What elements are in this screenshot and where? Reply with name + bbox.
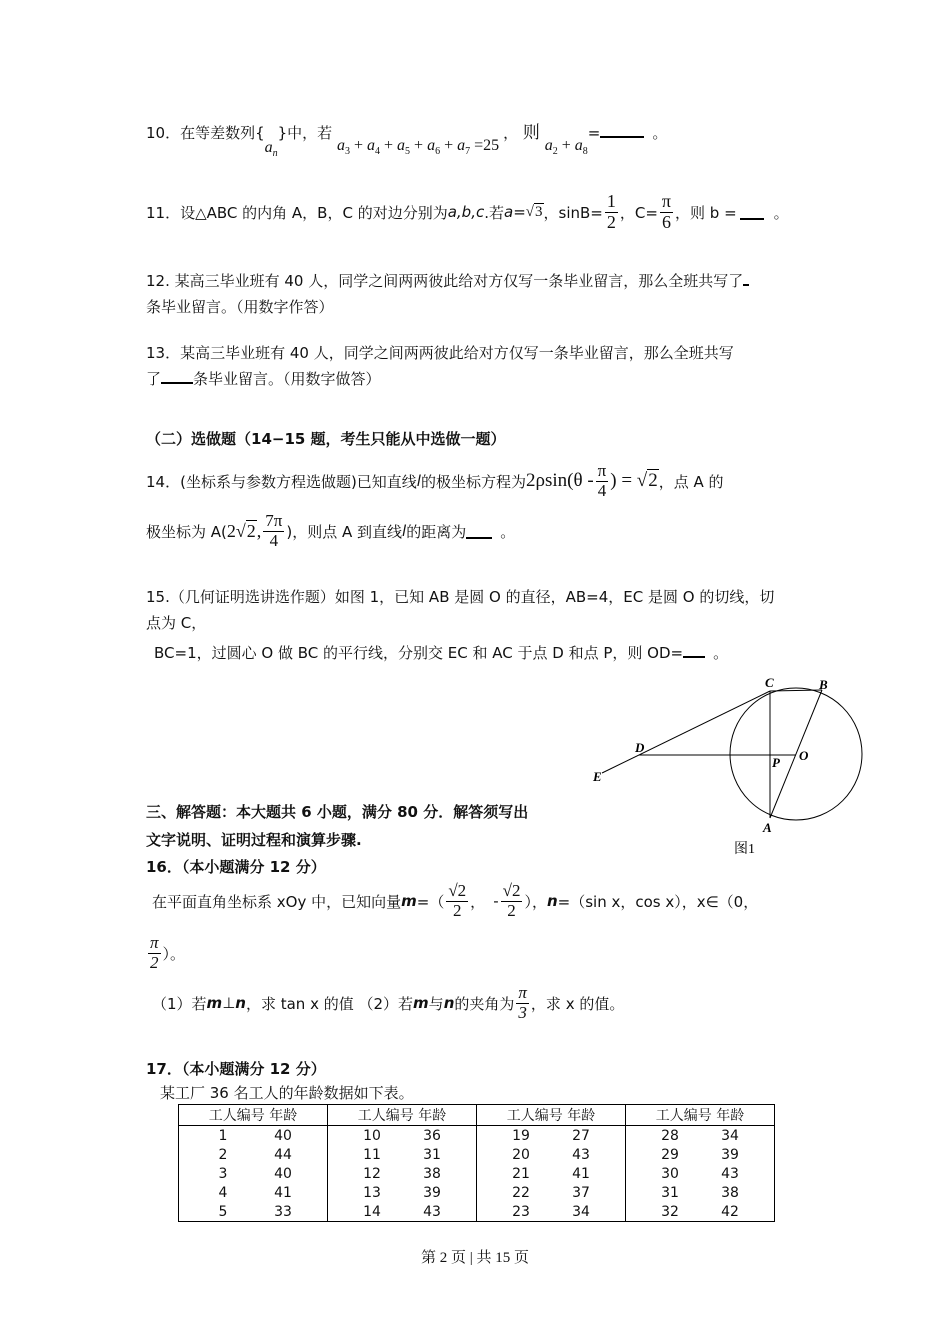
worker-age: 36: [423, 1127, 441, 1144]
table-row: [179, 1126, 775, 1146]
table-cell: [477, 1183, 626, 1202]
label-p: P: [772, 755, 780, 770]
page-footer: 第 2 页 | 共 15 页: [420, 1250, 529, 1266]
table-cell: [626, 1145, 775, 1164]
worker-age: 43: [572, 1146, 590, 1163]
table-cell: [328, 1183, 477, 1202]
q16-frac-pi3: $\frac{\pi}{3}$: [518, 983, 527, 1022]
worker-id: 11: [363, 1146, 381, 1163]
q16-header: 16．（本小题满分 12 分）: [146, 858, 326, 876]
worker-age: 38: [721, 1184, 739, 1201]
table-row: [179, 1164, 775, 1183]
worker-age: 44: [274, 1146, 292, 1163]
table-cell: [477, 1164, 626, 1183]
q10-middle: }中，若: [277, 124, 333, 142]
label-e: E: [593, 769, 602, 784]
figure-caption: 图1: [734, 842, 755, 857]
worker-age: 34: [721, 1127, 739, 1144]
worker-id: 23: [512, 1203, 530, 1220]
question-15: 15.（几何证明选讲选作题）如图 1，已知 AB 是圆 O 的直径，AB=4，EC 是圆 O 的切线，切 点为 C， BC=1，过圆心 O 做 BC 的平行线，分别交 EC 和 AC 于点 D 和点 P，则 OD= 。: [146, 588, 775, 662]
worker-id: 29: [661, 1146, 679, 1163]
table-cell: [328, 1164, 477, 1183]
worker-id: 30: [661, 1165, 679, 1182]
table-cell: [626, 1126, 775, 1146]
q10-target: $a_2 + a_8$: [544, 137, 588, 158]
table-row: [179, 1145, 775, 1164]
q14-equation: 2ρsin(θ - $\frac{\pi}{4}$ ) = √2: [525, 461, 658, 500]
col-header: 工人编号 年龄: [328, 1105, 477, 1126]
q11-frac-half: $\frac{1}{2}$: [606, 191, 616, 232]
table-cell: [179, 1183, 328, 1202]
question-16-parts: （1）若 m ⊥ n ，求 tan x 的值 （2）若 m 与 n 的夹角为 $\frac{\pi}{3}$ ，求 x 的值。: [152, 983, 625, 1022]
worker-age: 27: [572, 1127, 590, 1144]
question-12: 12. 某高三毕业班有 40 人，同学之间两两彼此给对方仅写一条毕业留言，那么全班共写了 条毕业留言。（用数字作答）: [146, 268, 749, 320]
q15-answer-blank[interactable]: [683, 642, 705, 658]
worker-age: 31: [423, 1146, 441, 1163]
worker-age: 43: [721, 1165, 739, 1182]
label-c: C: [765, 675, 774, 690]
worker-id: 4: [218, 1184, 228, 1201]
worker-id: 5: [218, 1203, 228, 1220]
worker-age: 34: [572, 1203, 590, 1220]
question-10: 10．在等差数列$\{a_n\}$中，若 $a_3 + a_4 + a_5 + a_6 + a_7 =25$ ， 则 $a_2 + a_8=$ 。: [146, 123, 668, 160]
q11-frac-pi6: $\frac{\pi}{6}$: [661, 191, 672, 232]
question-14: 14．(坐标系与参数方程选做题)已知直线 l 的极坐标方程为 2ρsin(θ - $\frac{\pi}{4}$ ) = √2 ，点 A 的: [146, 461, 724, 500]
worker-age: 42: [721, 1203, 739, 1220]
col-header: 工人编号 年龄: [179, 1105, 328, 1126]
q16-frac-pi2: $\frac{\pi}{2}$: [150, 933, 159, 972]
q10-prefix: 10．在等差数列{: [146, 124, 265, 142]
q11-sqrt3: √3: [525, 203, 543, 220]
table-cell: [328, 1202, 477, 1222]
q10-then: 则: [522, 123, 540, 143]
section-2-heading: （二）选做题（14−15 题，考生只能从中选做一题）: [146, 430, 506, 448]
worker-age: 43: [423, 1203, 441, 1220]
q10-condition: $a_3 + a_4 + a_5 + a_6 + a_7 =25$: [336, 137, 504, 158]
q13-answer-blank[interactable]: [161, 368, 193, 384]
q16-frac-b: $\frac{√2}{2}$: [502, 881, 521, 920]
question-16-line1: 在平面直角坐标系 xOy 中，已知向量 m =（ $\frac{√2}{2}$ ， - $\frac{√2}{2}$ ）， n =（sin x，cos x），x∈（0，: [152, 881, 759, 920]
worker-age: 33: [274, 1203, 292, 1220]
line-ab: [770, 690, 822, 818]
question-13: 13．某高三毕业班有 40 人，同学之间两两彼此给对方仅写一条毕业留言，那么全班共写 了 条毕业留言。（用数字做答）: [146, 344, 734, 388]
q17-header: 17．（本小题满分 12 分）: [146, 1060, 326, 1078]
worker-age: 39: [423, 1184, 441, 1201]
table-cell: [626, 1183, 775, 1202]
tangent-ec: [602, 691, 770, 773]
table-cell: [179, 1164, 328, 1183]
worker-id: 10: [363, 1127, 381, 1144]
table-cell: [477, 1126, 626, 1146]
age-table: [178, 1104, 775, 1222]
q10-seq: $a_n$: [264, 139, 278, 160]
q12-answer-blank[interactable]: [743, 272, 749, 286]
worker-id: 32: [661, 1203, 679, 1220]
q14-answer-blank[interactable]: [466, 523, 492, 539]
q17-intro: 某工厂 36 名工人的年龄数据如下表。: [160, 1084, 414, 1102]
worker-age: 40: [274, 1127, 292, 1144]
table-row: [179, 1202, 775, 1222]
worker-id: 21: [512, 1165, 530, 1182]
worker-age: 37: [572, 1184, 590, 1201]
q14-coord: 2 √2 , $\frac{7\pi}{4}$: [226, 511, 283, 550]
worker-id: 1: [218, 1127, 228, 1144]
label-a: A: [763, 820, 772, 835]
label-o: O: [799, 748, 809, 763]
question-14-line2: 极坐标为 A( 2 √2 , $\frac{7\pi}{4}$ )，则点 A 到直线 l 的距离为 。: [146, 511, 516, 550]
worker-age: 38: [423, 1165, 441, 1182]
figure-1: [580, 670, 880, 870]
worker-id: 19: [512, 1127, 530, 1144]
col-header: 工人编号 年龄: [477, 1105, 626, 1126]
table-cell: [328, 1145, 477, 1164]
label-d: D: [635, 740, 645, 755]
q16-frac-a: $\frac{√2}{2}$: [448, 881, 467, 920]
table-cell: [179, 1145, 328, 1164]
table-cell: [179, 1202, 328, 1222]
worker-id: 3: [218, 1165, 228, 1182]
table-cell: [179, 1126, 328, 1146]
col-header: 工人编号 年龄: [626, 1105, 775, 1126]
table-row: [179, 1183, 775, 1202]
question-11: 11．设△ABC 的内角 A，B，C 的对边分别为 a,b,c .若 a = √3 ，sinB= $\frac{1}{2}$ ，C= $\frac{\pi}{6}$ ，则 b = 。: [146, 191, 789, 232]
worker-id: 20: [512, 1146, 530, 1163]
worker-id: 14: [363, 1203, 381, 1220]
worker-age: 40: [274, 1165, 292, 1182]
question-16-line2: $\frac{\pi}{2}$ ）。: [150, 933, 186, 972]
worker-id: 31: [661, 1184, 679, 1201]
table-cell: [328, 1126, 477, 1146]
worker-id: 13: [363, 1184, 381, 1201]
table-cell: [477, 1202, 626, 1222]
table-cell: [626, 1164, 775, 1183]
worker-id: 28: [661, 1127, 679, 1144]
section-3-heading: 三、解答题：本大题共 6 小题，满分 80 分．解答须写出 文字说明、证明过程和演算步骤.: [146, 803, 529, 849]
worker-id: 12: [363, 1165, 381, 1182]
q10-answer-blank[interactable]: [600, 122, 644, 138]
worker-age: 41: [572, 1165, 590, 1182]
label-b: B: [819, 677, 828, 692]
worker-id: 22: [512, 1184, 530, 1201]
table-cell: [477, 1145, 626, 1164]
q11-answer-blank[interactable]: [740, 204, 764, 220]
worker-age: 39: [721, 1146, 739, 1163]
table-cell: [626, 1202, 775, 1222]
worker-age: 41: [274, 1184, 292, 1201]
worker-id: 2: [218, 1146, 228, 1163]
